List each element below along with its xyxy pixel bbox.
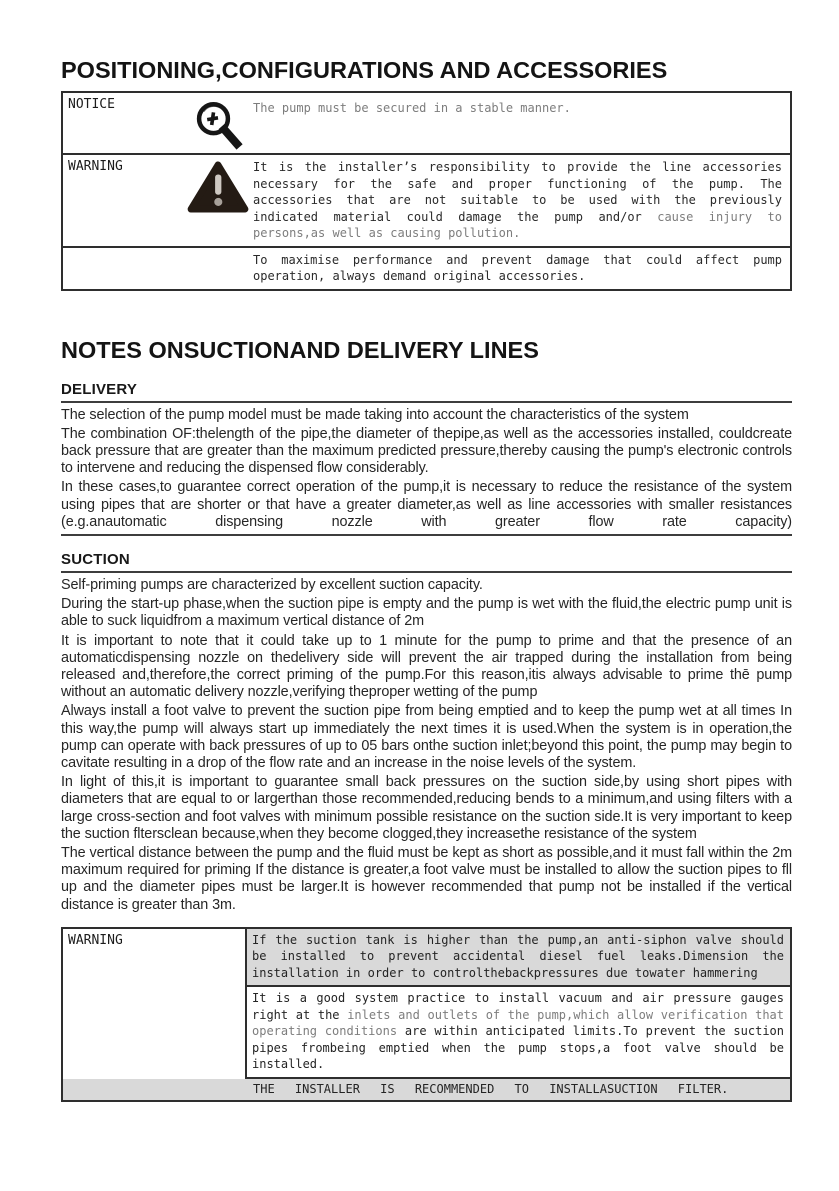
suction-paragraph: Always install a foot valve to prevent the suction pipe from being emptied and to keep the pump wet at all times In this way,the pump will always start up immediately the next times it is used.When the system is in operation,the pump can operate with back pressures of up to 05 bars onthe suction inlet;beyond this point, the pump may begin to cavitate resulting in a drop of the flow rate and an increase in the noise levels of the system. xyxy=(61,703,792,771)
delivery-heading: DELIVERY xyxy=(61,381,792,403)
delivery-section xyxy=(61,381,792,536)
suction-paragraph: Self-priming pumps are characterized by excellent suction capacity. xyxy=(61,576,483,593)
suction-paragraph: During the start-up phase,when the suction pipe is empty and the pump is wet with the fluid,the electric pump unit is able to suck liquidfrom a maximum vertical distance of 2m xyxy=(61,596,792,630)
accessories-text: To maximise performance and prevent damage that could affect pump operation, always demand original accessories. xyxy=(253,252,782,283)
notice-row xyxy=(63,93,790,153)
gauges-text-dark1: It is a good system practice to install vacuum and air pressure gauges right at the xyxy=(252,991,784,1022)
gauges-text-gray: inlets and outlets of the pump,which allow verification that operating conditions xyxy=(252,1007,785,1039)
suction-paragraph: In light of this,it is important to guarantee small back pressures on the suction side,by using short pipes with diameters that are equal to or largerthan those recommended,reducing bends to a minimum,and using filters with a large cross-section and foot valves with minimum possible resistance on the suction side.It is very important to keep the suction fltersclean because,when they become clogged,they increasethe resistance of the system xyxy=(61,774,792,842)
accessories-label-empty xyxy=(63,248,185,289)
delivery-paragraph: In these cases,to guarantee correct operation of the pump,it is necessary to reduce the resistance of the system using pipes that are shorter or that have a greater diameter,as well as line accessories with smaller resistances (e.g.anautomatic dispensing nozzle with greater flow rate capacity) xyxy=(61,479,792,536)
bottom-warning-label: WARNING xyxy=(63,929,247,1079)
warning-text-dark: It is the installer’s responsibility to provide the line accessories necessary for the safe and proper functioning of the pump. The accessories that are not suitable to be used with the previously indicated material could damage the pump and/or xyxy=(253,160,782,224)
suction-warning-table xyxy=(61,927,792,1103)
suction-section xyxy=(61,551,792,914)
gauges-cell xyxy=(247,987,790,1079)
notice-label: NOTICE xyxy=(68,97,115,112)
warning-text-gray: cause injury to persons,as well as causing pollution. xyxy=(253,209,782,240)
warning-text xyxy=(251,155,790,246)
warning-row xyxy=(63,153,790,246)
gauges-text-dark2: are within anticipated limits.To prevent the suction pipes frombeing emptied when the pump stops,a foot valve should be installed. xyxy=(252,1024,784,1072)
warning-label: WARNING xyxy=(68,159,123,174)
delivery-paragraph: The combination OF:thelength of the pipe,the diameter of thepipe,as well as the accessories installed, couldcreate back pressure that are greater than the maximum predicted pressure,thereby causing the pump's electronic controls to intervene and reducing the dispensed flow considerably. xyxy=(61,425,792,477)
warning-triangle-icon xyxy=(185,155,251,246)
accessories-icon-empty xyxy=(185,248,251,289)
positioning-table xyxy=(61,91,792,291)
magnifier-icon xyxy=(185,93,251,153)
section-title-notes: NOTES ONSUCTIONAND DELIVERY LINES xyxy=(61,336,539,363)
suction-paragraph: The vertical distance between the pump and the fluid must be kept as short as possible,and it must fall within the 2m maximum required for priming If the distance is greater,a foot valve must be installed to allow the suction pipes to fll up and the diameter pipes must be larger.It is however recommended that pump not be installed if the vertical distance is greater than 3m. xyxy=(61,844,792,913)
anti-siphon-cell: If the suction tank is higher than the pump,an anti-siphon valve should be installed to prevent accidental diesel fuel leaks.Dimension the installation in order to controlthebackpressures due towater hammering xyxy=(247,929,790,988)
installer-filter-row: THE INSTALLER IS RECOMMENDED TO INSTALLASUCTION FILTER. xyxy=(63,1079,790,1101)
notice-text: The pump must be secured in a stable manner. xyxy=(253,101,571,115)
page-title: POSITIONING,CONFIGURATIONS AND ACCESSORIES xyxy=(61,57,668,83)
accessories-row xyxy=(63,246,790,289)
suction-heading: SUCTION xyxy=(61,551,792,573)
delivery-paragraph: The selection of the pump model must be made taking into account the characteristics of the system xyxy=(61,406,689,423)
suction-paragraph: It is important to note that it could take up to 1 minute for the pump to prime and that the presence of an automaticdispensing nozzle on thedelivery side will prevent the air trapped during the installation from being released and,therefore,the correct priming of the pump.For this reason,itis always advisable to prime thē pump without an automatic delivery nozzle,verifying theproper wetting of the pump xyxy=(61,632,792,701)
